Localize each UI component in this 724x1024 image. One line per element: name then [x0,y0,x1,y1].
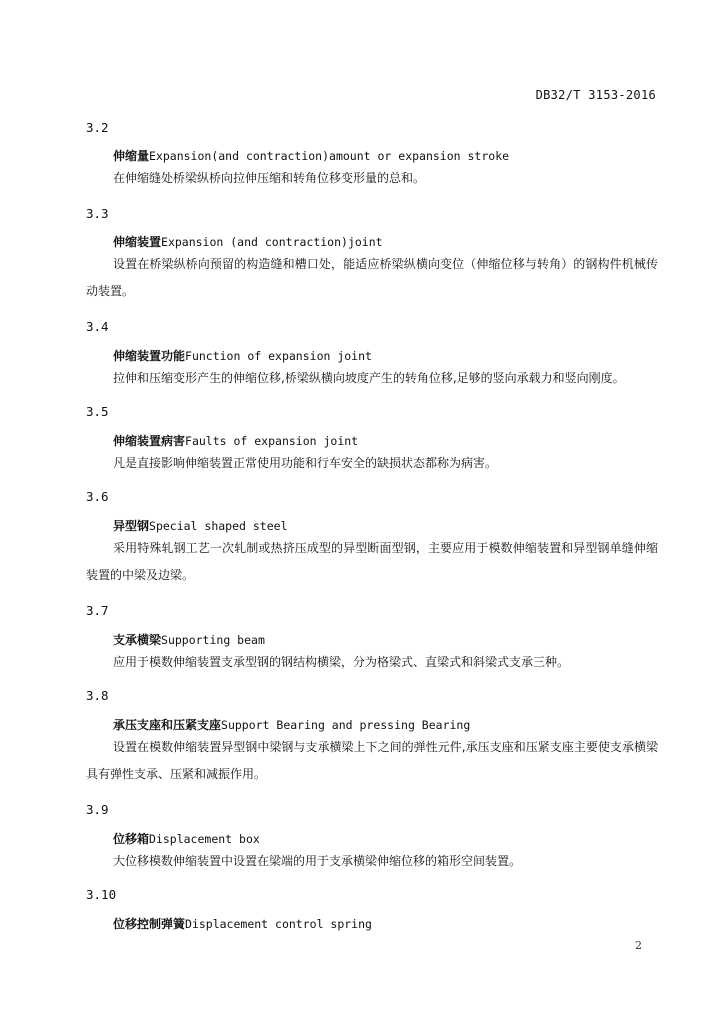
term-definition: 在伸缩缝处桥梁纵桥向拉伸压缩和转角位移变形量的总和。 [113,171,426,185]
term-title-en: Support Bearing and pressing Bearing [221,718,471,732]
term-title-cn: 支承横梁 [113,633,162,647]
term-title [113,147,509,164]
term-title [113,347,372,364]
term-number: 3.7 [86,603,109,618]
term-definition: 大位移模数伸缩装置中设置在梁端的用于支承横梁伸缩位移的箱形空间装置。 [113,854,522,868]
term-title-en: Expansion (and contraction)joint [161,235,383,249]
term-title [113,432,358,449]
term-title-en: Faults of expansion joint [185,434,359,448]
term-title-cn: 位移箱 [113,832,150,846]
term-definition: 拉伸和压缩变形产生的伸缩位移,桥梁纵横向坡度产生的转角位移,足够的竖向承载力和竖向刚度。 [113,371,625,385]
term-number: 3.4 [86,319,109,334]
term-title [113,830,260,847]
term-definition: 设置在桥梁纵桥向预留的构造缝和槽口处，能适应桥梁纵横向变位（伸缩位移与转角）的钢构件机械传动装置。 [86,257,658,298]
term-title-en: Displacement control spring [185,917,372,931]
standard-code: DB32/T 3153-2016 [535,88,656,102]
term-title-cn: 伸缩装置功能 [113,349,186,363]
term-title [113,517,288,534]
term-number: 3.6 [86,489,109,504]
term-definition: 采用特殊轧钢工艺一次轧制或热挤压成型的异型断面型钢，主要应用于模数伸缩装置和异型钢单缝伸缩装置的中梁及边梁。 [86,541,658,582]
term-title-en: Function of expansion joint [185,349,372,363]
term-title-en: Displacement box [149,832,260,846]
term-number: 3.9 [86,802,109,817]
term-title-cn: 伸缩量 [113,149,150,163]
term-number: 3.3 [86,206,109,221]
term-title-cn: 承压支座和压紧支座 [113,718,222,732]
page-number: 2 [635,939,642,952]
term-title-cn: 伸缩装置 [113,235,162,249]
term-title [113,631,265,648]
term-title-cn: 异型钢 [113,519,150,533]
term-title-en: Supporting beam [161,633,265,647]
term-title [113,233,383,250]
term-title-en: Expansion(and contraction)amount or expansion stroke [149,149,510,163]
term-definition: 凡是直接影响伸缩装置正常使用功能和行车安全的缺损状态都称为病害。 [113,456,498,470]
term-definition: 应用于模数伸缩装置支承型钢的钢结构横梁，分为格梁式、直梁式和斜梁式支承三种。 [113,655,570,669]
term-definition: 设置在模数伸缩装置异型钢中梁钢与支承横梁上下之间的弹性元件,承压支座和压紧支座主要使支承横梁具有弹性支承、压紧和减振作用。 [86,740,658,781]
term-number: 3.5 [86,404,109,419]
term-title [113,915,372,932]
term-title-cn: 位移控制弹簧 [113,917,186,931]
term-title-en: Special shaped steel [149,519,288,533]
term-number: 3.2 [86,120,109,135]
term-number: 3.10 [86,887,117,902]
term-title-cn: 伸缩装置病害 [113,434,186,448]
term-title [113,716,470,733]
term-number: 3.8 [86,688,109,703]
